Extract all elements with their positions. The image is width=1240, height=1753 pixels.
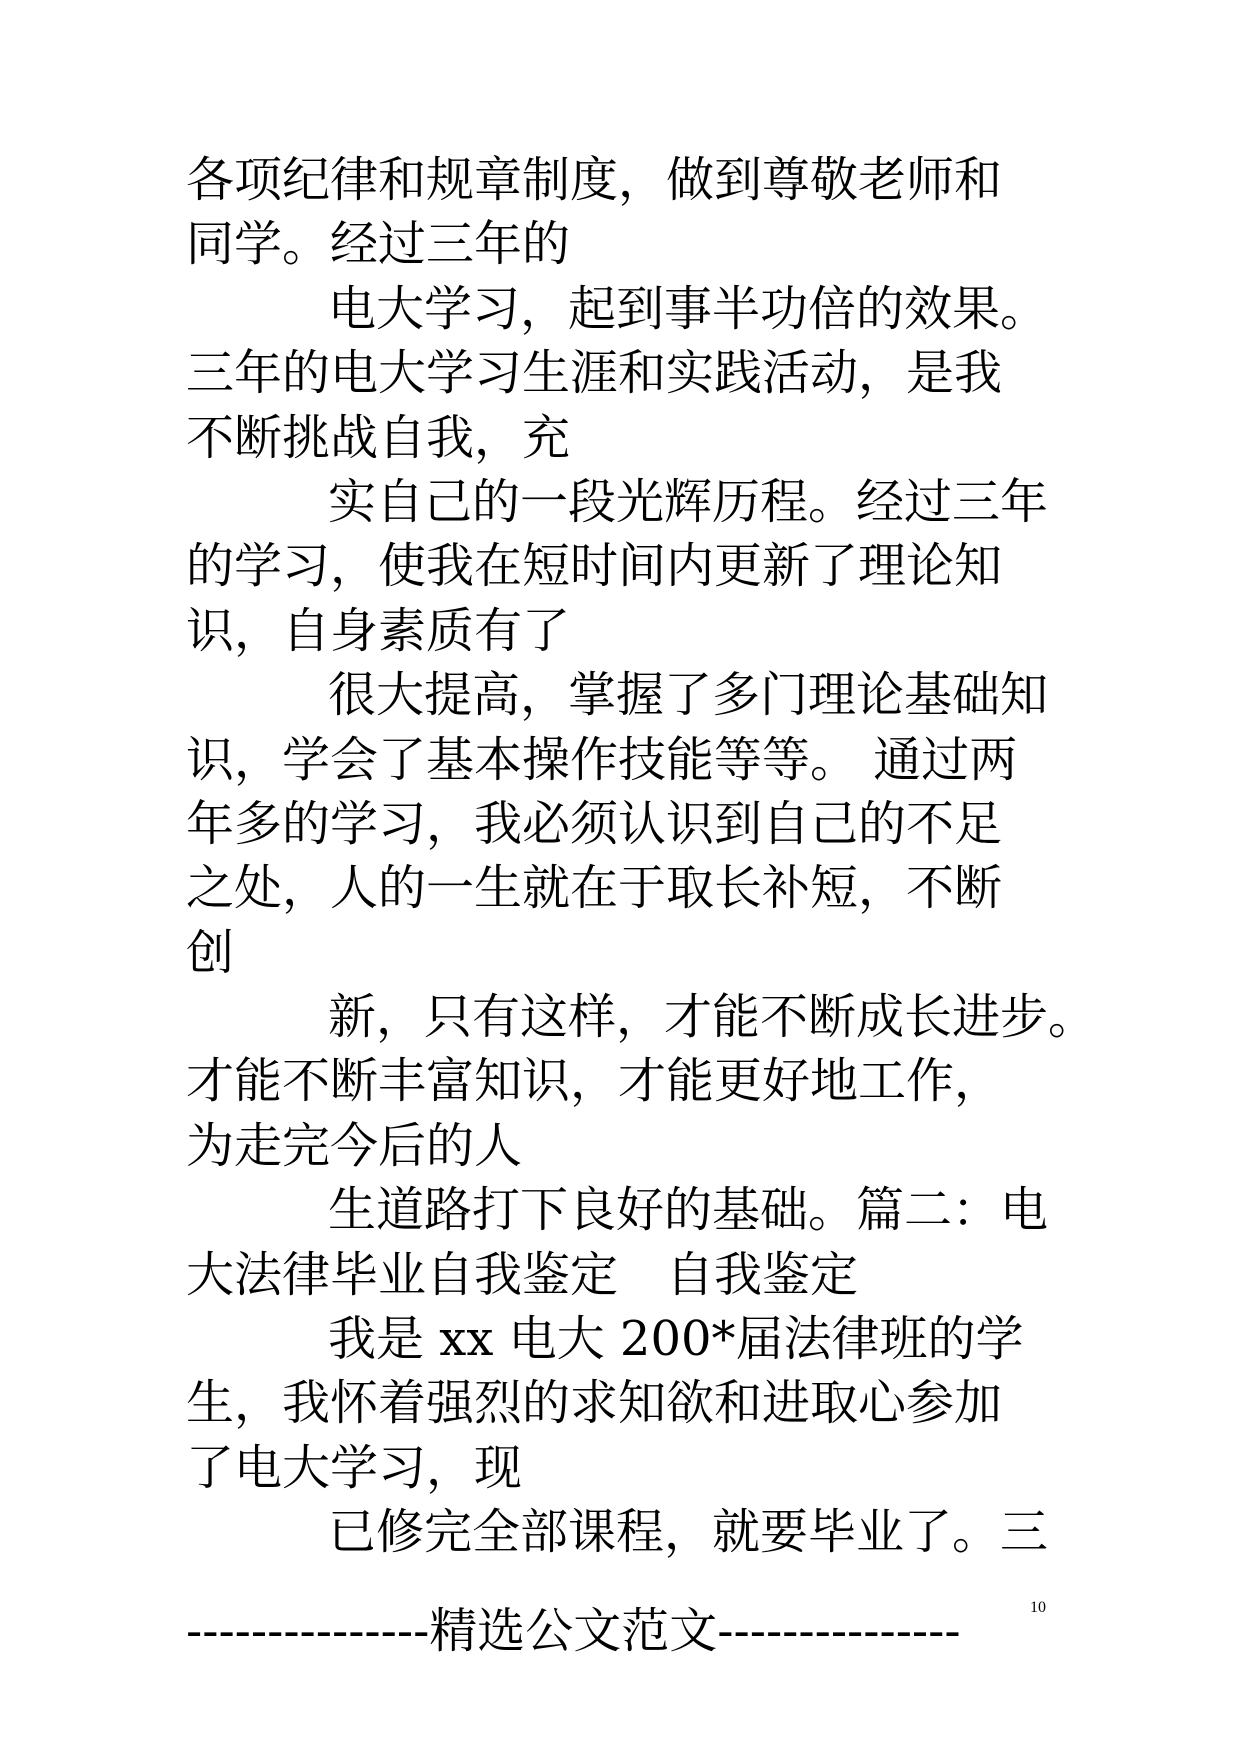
text-line: 我是 xx 电大 200*届法律班的学: [328, 1311, 1024, 1368]
text-line: 生道路打下良好的基础。篇二：电: [328, 1182, 1049, 1239]
text-line: 创: [186, 924, 235, 981]
text-line: 大法律毕业自我鉴定 自我鉴定: [186, 1246, 859, 1303]
text-line: 之处，人的一生就在于取长补短，不断: [186, 860, 1003, 917]
text-line: 生，我怀着强烈的求知欲和进取心参加: [186, 1375, 1003, 1432]
text-line: 识，自身素质有了: [186, 602, 571, 659]
text-line: 新，只有这样，才能不断成长进步。: [328, 989, 1097, 1046]
text-line: 的学习，使我在短时间内更新了理论知: [186, 538, 1003, 595]
text-line: 已修完全部课程，就要毕业了。三: [328, 1504, 1049, 1561]
text-line: 很大提高，掌握了多门理论基础知: [328, 667, 1049, 724]
text-line: 了电大学习，现: [186, 1439, 523, 1496]
text-line: 年多的学习，我必须认识到自己的不足: [186, 795, 1003, 852]
footer-text: ---------------精选公文范文---------------: [186, 1603, 961, 1659]
text-line: 同学。经过三年的: [186, 216, 571, 273]
text-line: 不断挑战自我，充: [186, 409, 571, 466]
page-footer: [186, 1593, 1066, 1663]
text-line: 为走完今后的人: [186, 1117, 523, 1174]
text-line: 三年的电大学习生涯和实践活动，是我: [186, 345, 1003, 402]
text-line: 实自己的一段光辉历程。经过三年: [328, 473, 1049, 530]
text-line: 电大学习，起到事半功倍的效果。: [328, 280, 1049, 337]
document-body: [186, 148, 1097, 1565]
page-number: 10: [1030, 1599, 1046, 1616]
text-line: 各项纪律和规章制度，做到尊敬老师和: [186, 152, 1003, 208]
text-line: 识，学会了基本操作技能等等。 通过两: [186, 731, 1018, 788]
text-line: 才能不断丰富知识，才能更好地工作，: [186, 1053, 1003, 1110]
